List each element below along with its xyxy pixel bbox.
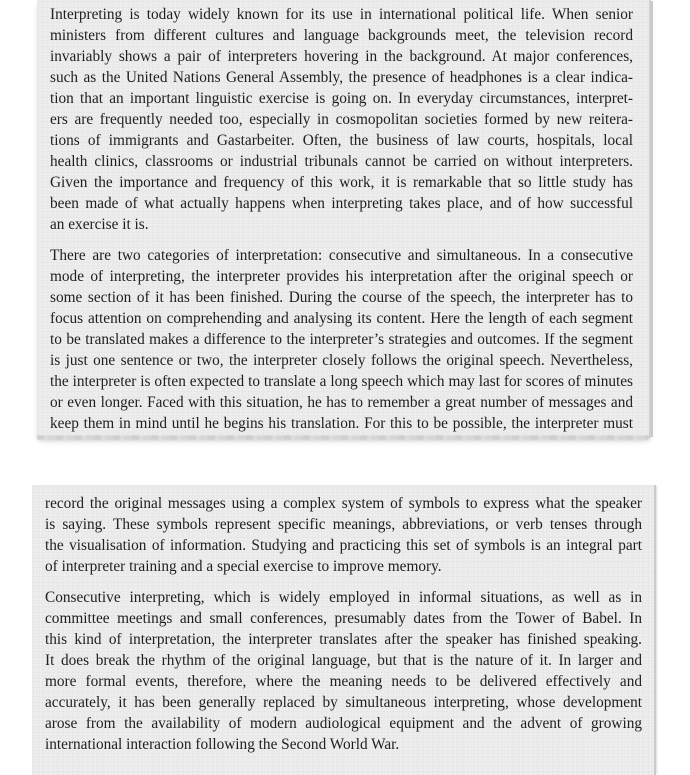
text-line: There are two categories of interpretation: consecutive and simultaneous. In a consecutive [50,247,633,264]
text-line: to be translated makes a difference to the interpreter’s strategies and outcomes. If the segment [50,331,633,348]
paragraph-consecutive-interpreting [45,587,642,755]
text-line: Consecutive interpreting, which is widely employed in informal situations, as well as in [45,589,642,606]
text-line: tions of immigrants and Gastarbeiter. Often, the business of law courts, hospitals, local [50,132,633,149]
text-line: record the original messages using a complex system of symbols to express what the speaker [45,495,642,512]
text-line: invariably shows a pair of interpreters hovering in the background. At major conferences, [50,48,633,65]
text-line: the interpreter is often expected to translate a long speech which may last for scores of minutes [50,373,633,390]
text-line: is saying. These symbols represent specific meanings, abbreviations, or verb tenses through [45,516,642,533]
text-line: health clinics, classrooms or industrial tribunals cannot be carried on without interpreters. [50,153,633,170]
text-line: an exercise it is. [50,216,149,233]
text-line: been made of what actually happens when interpreting takes place, and of how successful [50,195,633,212]
text-excerpt-top [37,0,651,438]
text-line: Interpreting is today widely known for its use in international political life. When senior [50,6,633,23]
text-line: committee meetings and small conferences, presumably dates from the Tower of Babel. In [45,610,642,627]
text-line: ers are frequently needed too, especially in cosmopolitan societies formed by new reitera- [50,111,633,128]
text-line: such as the United Nations General Assembly, the presence of headphones is a clear indica- [50,69,633,86]
text-line: mode of interpreting, the interpreter provides his interpretation after the original speech or [50,268,633,285]
text-line: the visualisation of information. Studying and practicing this set of symbols is an integral part [45,537,642,554]
text-line: arose from the availability of modern audiological equipment and the advent of growing [45,715,642,732]
text-line: or even longer. Faced with this situation, he has to remember a great number of messages and [50,394,633,411]
text-line: It does break the rhythm of the original language, but that is the nature of it. In larger and [45,652,642,669]
text-line: focus attention on comprehending and analysing its content. Here the length of each segment [50,310,633,327]
paragraph-interpreting-intro [50,4,633,235]
text-line: accurately, it has been generally replaced by simultaneous interpreting, whose development [45,694,642,711]
text-excerpt-bottom [32,485,656,775]
text-line: keep them in mind until he begins his translation. For this to be possible, the interpreter must [50,415,633,432]
paragraph-symbol-system [45,493,642,577]
text-line: of interpreter training and a special exercise to improve memory. [45,558,442,575]
text-line: this kind of interpretation, the interpreter translates after the speaker has finished speaking. [45,631,642,648]
paragraph-categories-of-interpretation [50,245,633,434]
text-line: is just one sentence or two, the interpreter closely follows the original speech. Nevertheless, [50,352,633,369]
text-line: tion that an important linguistic exercise is going on. In everyday circumstances, interpret- [50,90,633,107]
text-line: more formal events, therefore, where the meaning needs to be delivered effectively and [45,673,642,690]
text-line: Given the importance and frequency of this work, it is remarkable that so little study has [50,174,633,191]
text-line: some section of it has been finished. During the course of the speech, the interpreter has to [50,289,633,306]
text-line: ministers from different cultures and language backgrounds meet, the television record [50,27,633,44]
text-line: international interaction following the Second World War. [45,736,400,753]
